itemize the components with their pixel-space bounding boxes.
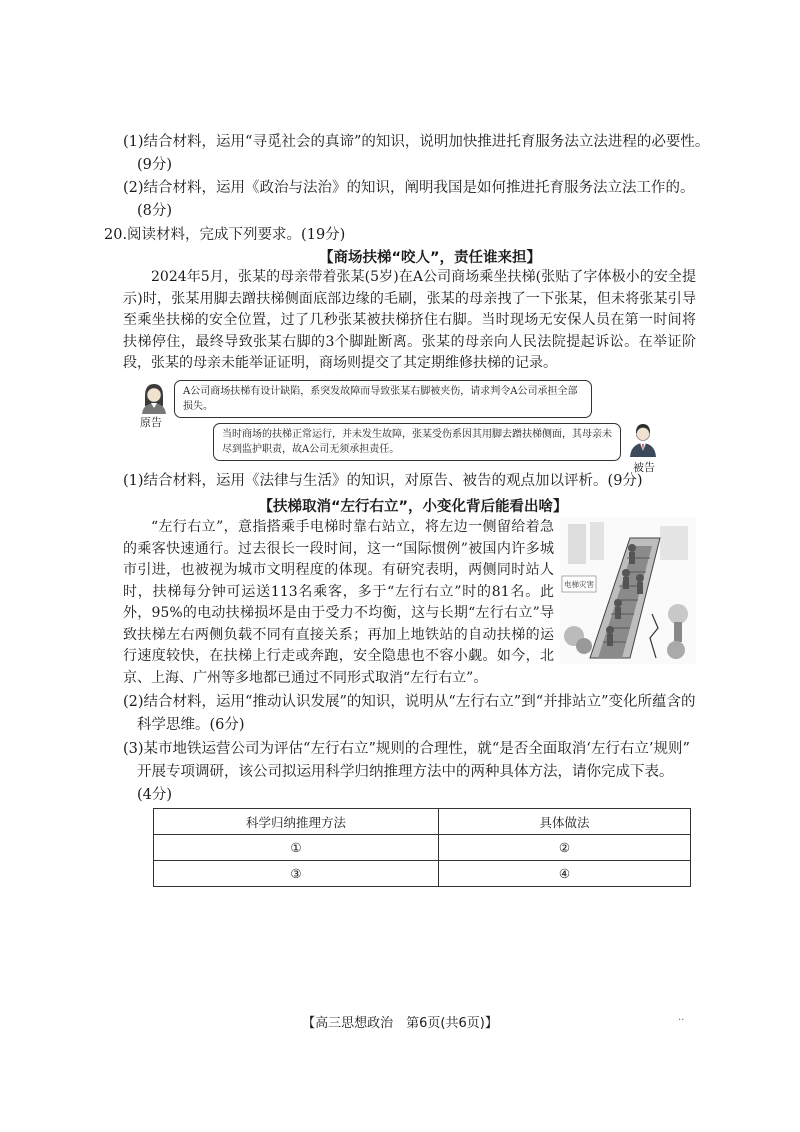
escalator-illustration: [560, 518, 696, 664]
answer-table: [153, 808, 691, 887]
q20-sub3-score: (4分): [137, 787, 173, 803]
defendant-avatar-icon: [627, 421, 659, 457]
q20-intro: 20.阅读材料，完成下列要求。(19分): [104, 227, 346, 243]
table-cell-blank-3[interactable]: ③: [154, 861, 439, 887]
material2-heading: 【扶梯取消“左行右立”，小变化背后能看出啥】: [258, 499, 568, 515]
material2-text: “左行右立”，意指搭乘手电梯时靠右站立，将左边一侧留给着急的乘客快速通行。过去很长一段时间，这一“国际惯例”被国内许多城市引进，也被视为城市文明程度的体现。有研究表明，两侧同时站人时，扶梯每分钟可运送113名乘客，多于“左行右立”时的81名。此外，95%的电动扶梯损坏是由于受力不均衡，这与长期“左行右立”导致扶梯左右两侧负载不同有直接关系；再加上地铁站的自动扶梯的运行速度较快，在扶梯上行走或奔跑，安全隐患也不容小觑。如今，北京、上海、广州等多地都已通过不同形式取消“左行右立”。: [123, 519, 554, 686]
q19-sub1-score: (9分): [137, 157, 173, 173]
page-footer: 【高三思想政治 第6页(共6页)】: [302, 1016, 498, 1031]
table-header-row: [154, 809, 691, 835]
q20-sub2-line1: (2)结合材料，运用“推动认识发展”的知识，说明从“左行右立”到“并排站立”变化所蕴含的: [123, 694, 696, 710]
plaintiff-avatar-icon: [137, 380, 171, 414]
plaintiff-label: 原告: [140, 416, 162, 429]
q20-sub3-line2: 开展专项调研，该公司拟运用科学归纳推理方法中的两种具体方法，请你完成下表。: [137, 764, 674, 780]
defendant-speech-bubble: 当时商场的扶梯正常运行，并未发生故障，张某受伤系因其用脚去蹭扶梯侧面，其母亲未尽到监护职责，故A公司无须承担责任。: [213, 423, 621, 461]
table-row: [154, 835, 691, 861]
q20-sub3-line1: (3)某市地铁运营公司为评估“左行右立”规则的合理性，就“是否全面取消‘左行右立’规则”: [123, 741, 690, 757]
q20-sub1: (1)结合材料，运用《法律与生活》的知识，对原告、被告的观点加以评析。(9分): [123, 473, 643, 489]
q19-sub2-score: (8分): [137, 203, 173, 219]
plaintiff-speech-bubble: A公司商场扶梯有设计缺陷，系突发故障而导致张某右脚被夹伤，请求判令A公司承担全部损失。: [174, 380, 592, 418]
defendant-label: 被告: [633, 461, 655, 474]
q20-sub2-line2: 科学思维。(6分): [137, 717, 245, 733]
table-header-method: 科学归纳推理方法: [154, 809, 439, 835]
material1-heading: 【商场扶梯“咬人”，责任谁来担】: [318, 250, 542, 266]
footer-mark: ..: [678, 1012, 685, 1023]
q19-sub1-line1: (1)结合材料，运用“寻觅社会的真谛”的知识，说明加快推进托育服务法立法进程的必要性。: [123, 134, 710, 150]
table-row: [154, 861, 691, 887]
table-cell-blank-1[interactable]: ①: [154, 835, 439, 861]
table-header-practice: 具体做法: [439, 809, 691, 835]
table-cell-blank-2[interactable]: ②: [439, 835, 691, 861]
material1-paragraph: 2024年5月，张某的母亲带着张某(5岁)在A公司商场乘坐扶梯(张贴了字体极小的安全提示)时，张某用脚去蹭扶梯侧面底部边缘的毛刷，张某的母亲拽了一下张某，但未将张某引导至乘坐扶梯的安全位置，过了几秒张某被扶梯挤住右脚。当时现场无安保人员在第一时间将扶梯停住，最终导致张某右脚的3个脚趾断离。张某的母亲向人民法院提起诉讼。在举证阶段，张某的母亲未能举证证明，商场则提交了其定期维修扶梯的记录。: [123, 269, 696, 371]
q19-sub2-line1: (2)结合材料，运用《政治与法治》的知识，阐明我国是如何推进托育服务法立法工作的。: [123, 180, 695, 196]
table-cell-blank-4[interactable]: ④: [439, 861, 691, 887]
illustration-sign-text: 电梯灾害: [564, 580, 594, 589]
